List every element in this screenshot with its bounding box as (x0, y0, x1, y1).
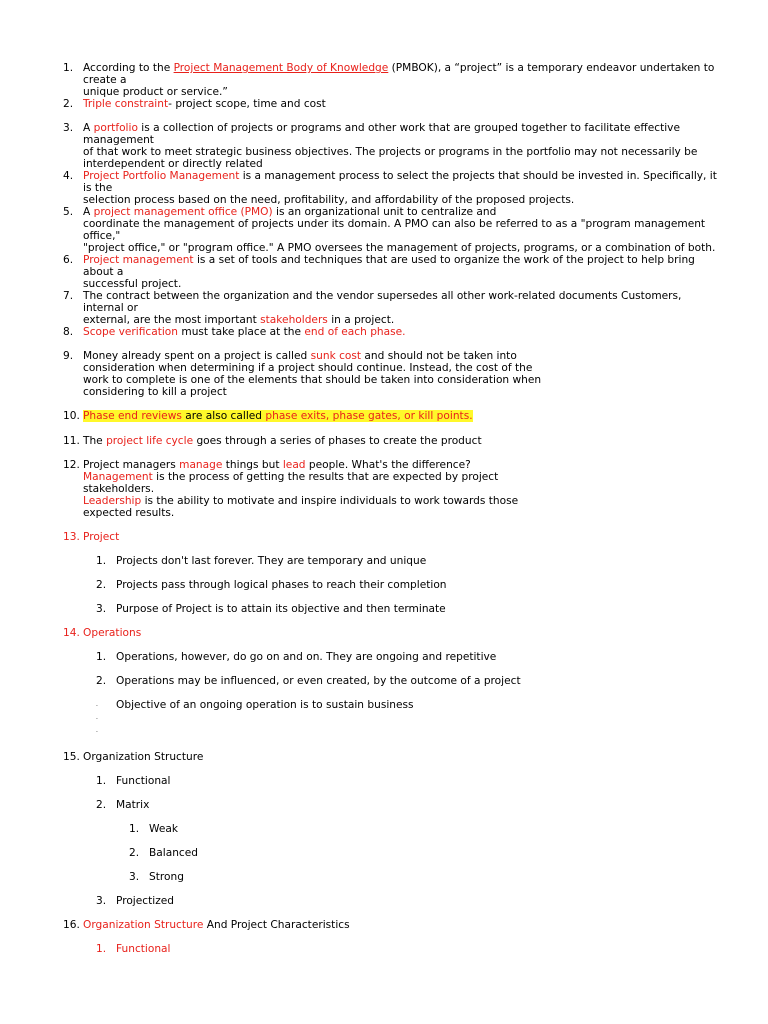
item-text (83, 170, 723, 206)
sub-text: Matrix (116, 799, 150, 811)
text-run: end of each phase. (304, 326, 406, 338)
text-run: project life cycle (106, 435, 194, 447)
sub-text: Operations may be influenced, or even created, by the outcome of a project (116, 675, 521, 687)
text-run: Operations (83, 627, 142, 639)
text-run: Phase end reviews (83, 410, 182, 422)
sub-text: Balanced (149, 847, 198, 859)
item-text (83, 98, 723, 110)
sub-number: 1. (96, 775, 107, 787)
text-run: project management office (PMO) (93, 206, 273, 218)
item-text (83, 410, 723, 422)
text-run: sunk cost (310, 350, 362, 362)
sub-text: Projects don't last forever. They are temporary and unique (116, 555, 427, 567)
sub-text: Functional (116, 775, 171, 787)
sub-number: 1. (96, 651, 107, 663)
text-run: Organization Structure (83, 919, 204, 931)
text-run: Scope verification (83, 326, 179, 338)
text-run: must take place at the (178, 326, 305, 338)
item-number: 13. (63, 531, 80, 543)
item-text (83, 62, 723, 98)
sub-number: 3. (96, 603, 107, 615)
item-number: 9. (63, 350, 74, 362)
text-run: Leadership (83, 495, 142, 507)
sub-text: Operations, however, do go on and on. They are ongoing and repetitive (116, 651, 497, 663)
text-run: manage (179, 459, 223, 471)
item-text (83, 531, 723, 543)
text-run: people. What's the difference? (308, 459, 471, 471)
item-number: 11. (63, 435, 80, 447)
text-run: is a set of tools and techniques that are used to organize the work of the project to help bring about a successful project. (83, 254, 695, 290)
text-run: stakeholders (260, 314, 328, 326)
text-run: is the process of getting the results that are expected by project stakeholders. (83, 471, 499, 495)
item-number: 7. (63, 290, 74, 302)
sub-number: 2. (96, 579, 107, 591)
text-run: Project Portfolio Management (83, 170, 240, 182)
text-run: Project managers (83, 459, 180, 471)
item-number: 4. (63, 170, 74, 182)
item-number: 2. (63, 98, 74, 110)
sub-number: 1. (96, 555, 107, 567)
text-run: - project scope, time and cost (168, 98, 326, 110)
text-run: The (83, 435, 107, 447)
text-run: portfolio (93, 122, 138, 134)
sub-text: Strong (149, 871, 184, 883)
item-number: 12. (63, 459, 80, 471)
item-text (83, 326, 723, 338)
item-number: 3. (63, 122, 74, 134)
sub-text: Purpose of Project is to attain its objective and then terminate (116, 603, 446, 615)
item-text (83, 254, 723, 290)
item-text (83, 350, 723, 398)
bullet-dot: . (96, 701, 98, 708)
item-number: 6. (63, 254, 74, 266)
item-number: 1. (63, 62, 74, 74)
sub-number: 1. (96, 943, 107, 955)
text-run: Triple constraint (83, 98, 169, 110)
text-run: is a collection of projects or programs and other work that are grouped together to facilitate effective management of that work to meet strategic business objectives. The projects or programs in the portfolio may not necessarily be interdependent or directly related (83, 122, 698, 170)
text-run: in a project. (327, 314, 395, 326)
item-number: 10. (63, 410, 80, 422)
item-number: 14. (63, 627, 80, 639)
item-number: 8. (63, 326, 74, 338)
text-run: are also called (181, 410, 266, 422)
bullet-dot: . (96, 714, 98, 721)
text-run: is the ability to motivate and inspire individuals to work towards those expected results. (83, 495, 519, 519)
sub-number: 1. (129, 823, 140, 835)
item-text (83, 627, 723, 639)
text-run: According to the (83, 62, 174, 74)
item-text (83, 206, 723, 254)
item-text (83, 919, 723, 931)
sub-text: Objective of an ongoing operation is to sustain business (116, 699, 414, 711)
text-run: goes through a series of phases to create the product (193, 435, 482, 447)
item-text (83, 459, 723, 519)
text-run: is an organizational unit to centralize and coordinate the management of projects under its domain. A PMO can also be referred to as a "program management office," "project office," or "program office." A PMO oversees the management of projects, programs, or a combination of both. (83, 206, 716, 254)
sub-number: 2. (129, 847, 140, 859)
text-run: Project (83, 531, 120, 543)
sub-number: 2. (96, 799, 107, 811)
text-run: lead (282, 459, 306, 471)
item-number: 5. (63, 206, 74, 218)
sub-number: 2. (96, 675, 107, 687)
item-text (83, 751, 723, 763)
item-text (83, 122, 723, 170)
text-run: A (83, 122, 94, 134)
text-run: Money already spent on a project is called (83, 350, 311, 362)
text-run: and should not be taken into consideration when determining if a project should continue. Instead, the cost of the work to complete is one of the elements that should be taken into consideration when considering to kill a project (83, 350, 542, 398)
text-run: A (83, 206, 94, 218)
text-run: And Project Characteristics (203, 919, 350, 931)
text-run: Project Management Body of Knowledge (173, 62, 389, 74)
item-text (83, 435, 723, 447)
text-run: Organization Structure (83, 751, 204, 763)
sub-text: Functional (116, 943, 171, 955)
text-run: (PMBOK), a “project” is a temporary endeavor undertaken to create a unique product or service.” (83, 62, 715, 98)
text-run: phase exits, phase gates, or kill points. (265, 410, 473, 422)
bullet-dot: . (96, 727, 98, 734)
sub-number: 3. (96, 895, 107, 907)
item-text (83, 290, 723, 326)
sub-text: Weak (149, 823, 178, 835)
sub-number: 3. (129, 871, 140, 883)
text-run: is a management process to select the projects that should be invested in. Specifically, it is the selection process based on the need, profitability, and affordability of the proposed projects. (83, 170, 717, 206)
text-run: Project management (83, 254, 194, 266)
item-number: 15. (63, 751, 80, 763)
sub-text: Projects pass through logical phases to reach their completion (116, 579, 447, 591)
text-run: The contract between the organization and the vendor supersedes all other work-related documents Customers, internal or external, are the most important (83, 290, 682, 326)
text-run: Management (83, 471, 153, 483)
sub-text: Projectized (116, 895, 174, 907)
item-number: 16. (63, 919, 80, 931)
text-run: things but (222, 459, 283, 471)
